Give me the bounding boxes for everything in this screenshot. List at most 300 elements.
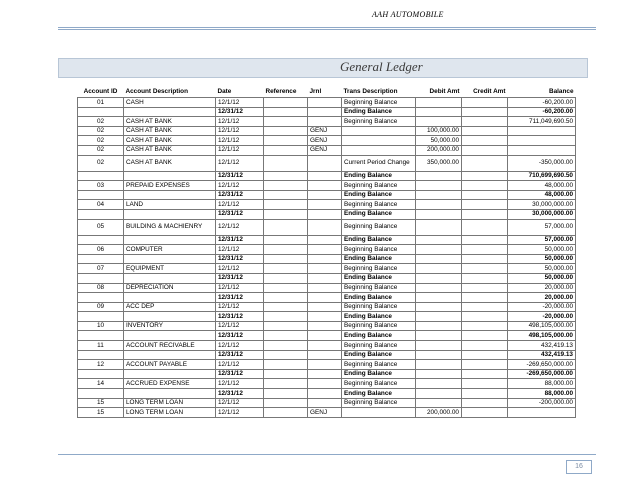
- cell-reference: [264, 117, 308, 127]
- cell-trans-description: Ending Balance: [342, 254, 416, 264]
- cell-jrnl: [308, 98, 342, 108]
- cell-account-id: [78, 254, 124, 264]
- cell-account-id: [78, 350, 124, 360]
- cell-credit-amt: [462, 398, 508, 408]
- cell-credit-amt: [462, 107, 508, 117]
- cell-trans-description: Beginning Balance: [342, 200, 416, 210]
- cell-debit-amt: [416, 209, 462, 219]
- cell-reference: [264, 126, 308, 136]
- table-row: [78, 264, 576, 274]
- cell-credit-amt: [462, 293, 508, 303]
- cell-credit-amt: [462, 155, 508, 171]
- cell-credit-amt: [462, 200, 508, 210]
- cell-account-id: [78, 235, 124, 245]
- cell-account-description: [124, 350, 216, 360]
- cell-account-id: 10: [78, 321, 124, 331]
- cell-jrnl: [308, 181, 342, 191]
- table-row: [78, 341, 576, 351]
- cell-jrnl: [308, 360, 342, 370]
- cell-account-id: 15: [78, 398, 124, 408]
- cell-account-id: 06: [78, 245, 124, 255]
- cell-jrnl: GENJ: [308, 145, 342, 155]
- cell-account-id: 11: [78, 341, 124, 351]
- cell-jrnl: [308, 235, 342, 245]
- col-header-jrnl: Jrnl: [309, 88, 322, 96]
- cell-reference: [264, 98, 308, 108]
- cell-trans-description: Ending Balance: [342, 190, 416, 200]
- cell-date: 12/1/12: [216, 245, 264, 255]
- cell-reference: [264, 209, 308, 219]
- cell-credit-amt: [462, 171, 508, 181]
- cell-account-id: 02: [78, 145, 124, 155]
- cell-account-description: [124, 254, 216, 264]
- cell-account-description: ACCRUED EXPENSE: [124, 379, 216, 389]
- cell-credit-amt: [462, 408, 508, 418]
- cell-balance: 20,000.00: [508, 293, 576, 303]
- cell-debit-amt: 100,000.00: [416, 126, 462, 136]
- cell-date: 12/31/12: [216, 171, 264, 181]
- cell-trans-description: Ending Balance: [342, 293, 416, 303]
- footer-rule: [58, 454, 596, 455]
- cell-account-id: 15: [78, 408, 124, 418]
- cell-account-description: [124, 209, 216, 219]
- cell-reference: [264, 107, 308, 117]
- cell-trans-description: Ending Balance: [342, 312, 416, 322]
- cell-credit-amt: [462, 126, 508, 136]
- table-row: [78, 209, 576, 219]
- cell-date: 12/31/12: [216, 209, 264, 219]
- table-row: [78, 190, 576, 200]
- cell-credit-amt: [462, 181, 508, 191]
- cell-balance: -20,000.00: [508, 302, 576, 312]
- table-row: [78, 350, 576, 360]
- cell-trans-description: Ending Balance: [342, 369, 416, 379]
- cell-account-description: BUILDING & MACHIENRY: [124, 219, 216, 235]
- cell-balance: 710,699,690.50: [508, 171, 576, 181]
- cell-trans-description: Beginning Balance: [342, 302, 416, 312]
- cell-trans-description: Beginning Balance: [342, 181, 416, 191]
- cell-account-description: PREPAID EXPENSES: [124, 181, 216, 191]
- cell-account-description: LAND: [124, 200, 216, 210]
- cell-account-description: [124, 171, 216, 181]
- title-banner: [58, 58, 588, 78]
- general-ledger-table: [77, 87, 576, 418]
- col-header-account-id: Account ID: [83, 88, 118, 96]
- cell-credit-amt: [462, 254, 508, 264]
- cell-debit-amt: 200,000.00: [416, 145, 462, 155]
- cell-balance: 432,419.13: [508, 341, 576, 351]
- cell-credit-amt: [462, 235, 508, 245]
- cell-reference: [264, 408, 308, 418]
- cell-reference: [264, 245, 308, 255]
- cell-account-id: [78, 293, 124, 303]
- cell-credit-amt: [462, 312, 508, 322]
- table-row: [78, 155, 576, 171]
- cell-jrnl: [308, 200, 342, 210]
- cell-date: 12/31/12: [216, 350, 264, 360]
- cell-account-description: [124, 293, 216, 303]
- cell-date: 12/1/12: [216, 126, 264, 136]
- cell-account-id: [78, 107, 124, 117]
- table-row: [78, 107, 576, 117]
- cell-account-id: 02: [78, 126, 124, 136]
- cell-debit-amt: [416, 190, 462, 200]
- cell-account-description: DEPRECIATION: [124, 283, 216, 293]
- cell-balance: 50,000.00: [508, 264, 576, 274]
- table-row: [78, 219, 576, 235]
- cell-jrnl: [308, 155, 342, 171]
- cell-trans-description: Beginning Balance: [342, 341, 416, 351]
- ledger-body: [78, 98, 576, 418]
- cell-date: 12/1/12: [216, 398, 264, 408]
- cell-reference: [264, 155, 308, 171]
- cell-credit-amt: [462, 350, 508, 360]
- cell-balance: 30,000,000.00: [508, 209, 576, 219]
- cell-trans-description: Ending Balance: [342, 389, 416, 399]
- cell-date: 12/31/12: [216, 369, 264, 379]
- cell-credit-amt: [462, 190, 508, 200]
- cell-account-description: ACCOUNT PAYABLE: [124, 360, 216, 370]
- cell-debit-amt: 200,000.00: [416, 408, 462, 418]
- cell-balance: 57,000.00: [508, 235, 576, 245]
- cell-trans-description: Ending Balance: [342, 350, 416, 360]
- cell-balance: -200,000.00: [508, 398, 576, 408]
- cell-reference: [264, 321, 308, 331]
- cell-account-description: [124, 107, 216, 117]
- table-row: [78, 379, 576, 389]
- cell-date: 12/31/12: [216, 254, 264, 264]
- cell-date: 12/1/12: [216, 181, 264, 191]
- cell-credit-amt: [462, 145, 508, 155]
- cell-jrnl: [308, 312, 342, 322]
- cell-date: 12/1/12: [216, 200, 264, 210]
- cell-jrnl: [308, 389, 342, 399]
- col-header-reference: Reference: [265, 88, 297, 96]
- cell-debit-amt: [416, 98, 462, 108]
- cell-debit-amt: [416, 398, 462, 408]
- cell-account-description: LONG TERM LOAN: [124, 408, 216, 418]
- cell-account-description: [124, 369, 216, 379]
- cell-account-description: COMPUTER: [124, 245, 216, 255]
- cell-credit-amt: [462, 321, 508, 331]
- cell-account-id: 08: [78, 283, 124, 293]
- cell-balance: 711,049,690.50: [508, 117, 576, 127]
- cell-balance: 50,000.00: [508, 273, 576, 283]
- cell-reference: [264, 302, 308, 312]
- page-number: 16: [566, 460, 592, 474]
- cell-balance: -269,650,000.00: [508, 369, 576, 379]
- cell-trans-description: Ending Balance: [342, 235, 416, 245]
- cell-credit-amt: [462, 219, 508, 235]
- table-row: [78, 145, 576, 155]
- table-row: [78, 245, 576, 255]
- col-header-credit-amt: Credit Amt: [473, 88, 506, 96]
- cell-debit-amt: [416, 283, 462, 293]
- cell-balance: 88,000.00: [508, 389, 576, 399]
- cell-trans-description: Ending Balance: [342, 331, 416, 341]
- cell-account-description: CASH AT BANK: [124, 117, 216, 127]
- cell-jrnl: [308, 117, 342, 127]
- cell-account-description: [124, 389, 216, 399]
- cell-balance: 48,000.00: [508, 181, 576, 191]
- table-row: [78, 302, 576, 312]
- cell-account-description: CASH AT BANK: [124, 126, 216, 136]
- cell-date: 12/1/12: [216, 219, 264, 235]
- cell-reference: [264, 254, 308, 264]
- cell-account-id: 03: [78, 181, 124, 191]
- cell-jrnl: [308, 273, 342, 283]
- cell-date: 12/31/12: [216, 190, 264, 200]
- cell-date: 12/31/12: [216, 293, 264, 303]
- cell-credit-amt: [462, 245, 508, 255]
- cell-reference: [264, 235, 308, 245]
- cell-trans-description: Ending Balance: [342, 171, 416, 181]
- cell-account-description: [124, 273, 216, 283]
- cell-balance: 432,419.13: [508, 350, 576, 360]
- cell-trans-description: Beginning Balance: [342, 264, 416, 274]
- cell-account-id: [78, 273, 124, 283]
- cell-date: 12/31/12: [216, 273, 264, 283]
- cell-account-id: 09: [78, 302, 124, 312]
- cell-jrnl: GENJ: [308, 408, 342, 418]
- cell-trans-description: Beginning Balance: [342, 245, 416, 255]
- cell-debit-amt: [416, 369, 462, 379]
- cell-reference: [264, 379, 308, 389]
- cell-balance: -269,650,000.00: [508, 360, 576, 370]
- cell-account-description: CASH AT BANK: [124, 136, 216, 146]
- cell-balance: -60,200.00: [508, 107, 576, 117]
- cell-trans-description: [342, 136, 416, 146]
- cell-date: 12/1/12: [216, 145, 264, 155]
- cell-credit-amt: [462, 98, 508, 108]
- cell-account-id: [78, 190, 124, 200]
- cell-account-id: [78, 389, 124, 399]
- cell-credit-amt: [462, 389, 508, 399]
- table-row: [78, 200, 576, 210]
- cell-jrnl: [308, 369, 342, 379]
- cell-credit-amt: [462, 209, 508, 219]
- cell-date: 12/31/12: [216, 389, 264, 399]
- company-name: AAH AUTOMOBILE: [372, 10, 444, 19]
- cell-debit-amt: [416, 379, 462, 389]
- cell-account-description: EQUIPMENT: [124, 264, 216, 274]
- table-row: [78, 98, 576, 108]
- cell-debit-amt: 50,000.00: [416, 136, 462, 146]
- cell-account-description: ACC DEP: [124, 302, 216, 312]
- cell-jrnl: [308, 331, 342, 341]
- cell-date: 12/31/12: [216, 107, 264, 117]
- cell-trans-description: Ending Balance: [342, 209, 416, 219]
- cell-trans-description: Beginning Balance: [342, 283, 416, 293]
- cell-account-description: CASH AT BANK: [124, 145, 216, 155]
- table-row: [78, 273, 576, 283]
- cell-trans-description: Current Period Change: [342, 155, 416, 171]
- table-row: [78, 171, 576, 181]
- cell-date: 12/31/12: [216, 235, 264, 245]
- cell-account-id: 14: [78, 379, 124, 389]
- cell-account-description: [124, 190, 216, 200]
- cell-debit-amt: [416, 312, 462, 322]
- table-row: [78, 331, 576, 341]
- cell-debit-amt: [416, 302, 462, 312]
- cell-debit-amt: [416, 331, 462, 341]
- page-title: General Ledger: [340, 59, 423, 74]
- cell-date: 12/1/12: [216, 155, 264, 171]
- cell-date: 12/1/12: [216, 408, 264, 418]
- cell-reference: [264, 350, 308, 360]
- table-row: [78, 360, 576, 370]
- cell-reference: [264, 264, 308, 274]
- cell-balance: [508, 126, 576, 136]
- cell-jrnl: [308, 283, 342, 293]
- cell-jrnl: [308, 254, 342, 264]
- cell-jrnl: [308, 219, 342, 235]
- cell-jrnl: [308, 107, 342, 117]
- cell-debit-amt: [416, 235, 462, 245]
- cell-account-id: 12: [78, 360, 124, 370]
- cell-trans-description: [342, 408, 416, 418]
- cell-account-id: [78, 209, 124, 219]
- cell-trans-description: Beginning Balance: [342, 379, 416, 389]
- col-header-date: Date: [217, 88, 232, 96]
- table-row: [78, 181, 576, 191]
- cell-balance: -60,200.00: [508, 98, 576, 108]
- cell-credit-amt: [462, 273, 508, 283]
- cell-jrnl: [308, 398, 342, 408]
- cell-reference: [264, 145, 308, 155]
- cell-reference: [264, 190, 308, 200]
- cell-trans-description: Ending Balance: [342, 273, 416, 283]
- table-row: [78, 235, 576, 245]
- cell-debit-amt: 350,000.00: [416, 155, 462, 171]
- cell-debit-amt: [416, 107, 462, 117]
- col-header-debit-amt: Debit Amt: [429, 88, 460, 96]
- cell-jrnl: [308, 321, 342, 331]
- table-row: [78, 321, 576, 331]
- cell-jrnl: [308, 245, 342, 255]
- cell-account-id: 04: [78, 200, 124, 210]
- cell-balance: [508, 136, 576, 146]
- table-row: [78, 389, 576, 399]
- cell-jrnl: [308, 171, 342, 181]
- cell-reference: [264, 398, 308, 408]
- cell-trans-description: Beginning Balance: [342, 360, 416, 370]
- cell-reference: [264, 283, 308, 293]
- cell-account-id: 02: [78, 117, 124, 127]
- cell-account-description: CASH: [124, 98, 216, 108]
- cell-date: 12/1/12: [216, 360, 264, 370]
- cell-balance: 50,000.00: [508, 254, 576, 264]
- cell-balance: 498,105,000.00: [508, 331, 576, 341]
- cell-balance: 48,000.00: [508, 190, 576, 200]
- cell-date: 12/1/12: [216, 379, 264, 389]
- cell-date: 12/1/12: [216, 283, 264, 293]
- cell-jrnl: [308, 350, 342, 360]
- cell-date: 12/1/12: [216, 302, 264, 312]
- cell-balance: 50,000.00: [508, 245, 576, 255]
- table-row: [78, 312, 576, 322]
- cell-debit-amt: [416, 321, 462, 331]
- cell-debit-amt: [416, 219, 462, 235]
- cell-account-id: 02: [78, 155, 124, 171]
- cell-account-description: INVENTORY: [124, 321, 216, 331]
- cell-reference: [264, 219, 308, 235]
- cell-debit-amt: [416, 171, 462, 181]
- col-header-balance: Balance: [548, 88, 574, 96]
- cell-debit-amt: [416, 264, 462, 274]
- cell-credit-amt: [462, 331, 508, 341]
- cell-trans-description: Beginning Balance: [342, 321, 416, 331]
- cell-account-description: CASH AT BANK: [124, 155, 216, 171]
- cell-account-id: [78, 331, 124, 341]
- cell-debit-amt: [416, 245, 462, 255]
- cell-trans-description: Beginning Balance: [342, 98, 416, 108]
- table-row: [78, 126, 576, 136]
- table-row: [78, 136, 576, 146]
- cell-date: 12/31/12: [216, 312, 264, 322]
- cell-balance: [508, 408, 576, 418]
- cell-balance: 30,000,000.00: [508, 200, 576, 210]
- cell-reference: [264, 171, 308, 181]
- cell-account-id: 01: [78, 98, 124, 108]
- cell-debit-amt: [416, 360, 462, 370]
- cell-account-description: [124, 312, 216, 322]
- cell-account-id: 02: [78, 136, 124, 146]
- table-row: [78, 293, 576, 303]
- cell-reference: [264, 369, 308, 379]
- cell-jrnl: [308, 341, 342, 351]
- cell-balance: -20,000.00: [508, 312, 576, 322]
- cell-balance: 57,000.00: [508, 219, 576, 235]
- cell-date: 12/1/12: [216, 341, 264, 351]
- cell-credit-amt: [462, 136, 508, 146]
- cell-debit-amt: [416, 293, 462, 303]
- cell-reference: [264, 389, 308, 399]
- cell-trans-description: Beginning Balance: [342, 219, 416, 235]
- cell-account-description: ACCOUNT RECIVABLE: [124, 341, 216, 351]
- cell-reference: [264, 200, 308, 210]
- cell-reference: [264, 136, 308, 146]
- cell-debit-amt: [416, 273, 462, 283]
- cell-balance: 88,000.00: [508, 379, 576, 389]
- cell-account-description: [124, 235, 216, 245]
- header-rule: [58, 27, 596, 30]
- cell-credit-amt: [462, 117, 508, 127]
- cell-reference: [264, 181, 308, 191]
- cell-debit-amt: [416, 350, 462, 360]
- cell-account-id: 05: [78, 219, 124, 235]
- table-row: [78, 408, 576, 418]
- cell-jrnl: [308, 190, 342, 200]
- cell-credit-amt: [462, 360, 508, 370]
- cell-credit-amt: [462, 302, 508, 312]
- cell-balance: 20,000.00: [508, 283, 576, 293]
- cell-date: 12/31/12: [216, 331, 264, 341]
- cell-debit-amt: [416, 254, 462, 264]
- cell-jrnl: [308, 379, 342, 389]
- cell-jrnl: GENJ: [308, 126, 342, 136]
- cell-credit-amt: [462, 283, 508, 293]
- cell-jrnl: [308, 293, 342, 303]
- cell-trans-description: Ending Balance: [342, 107, 416, 117]
- cell-debit-amt: [416, 341, 462, 351]
- cell-reference: [264, 331, 308, 341]
- cell-trans-description: Beginning Balance: [342, 398, 416, 408]
- table-row: [78, 369, 576, 379]
- cell-credit-amt: [462, 369, 508, 379]
- cell-reference: [264, 273, 308, 283]
- cell-balance: -350,000.00: [508, 155, 576, 171]
